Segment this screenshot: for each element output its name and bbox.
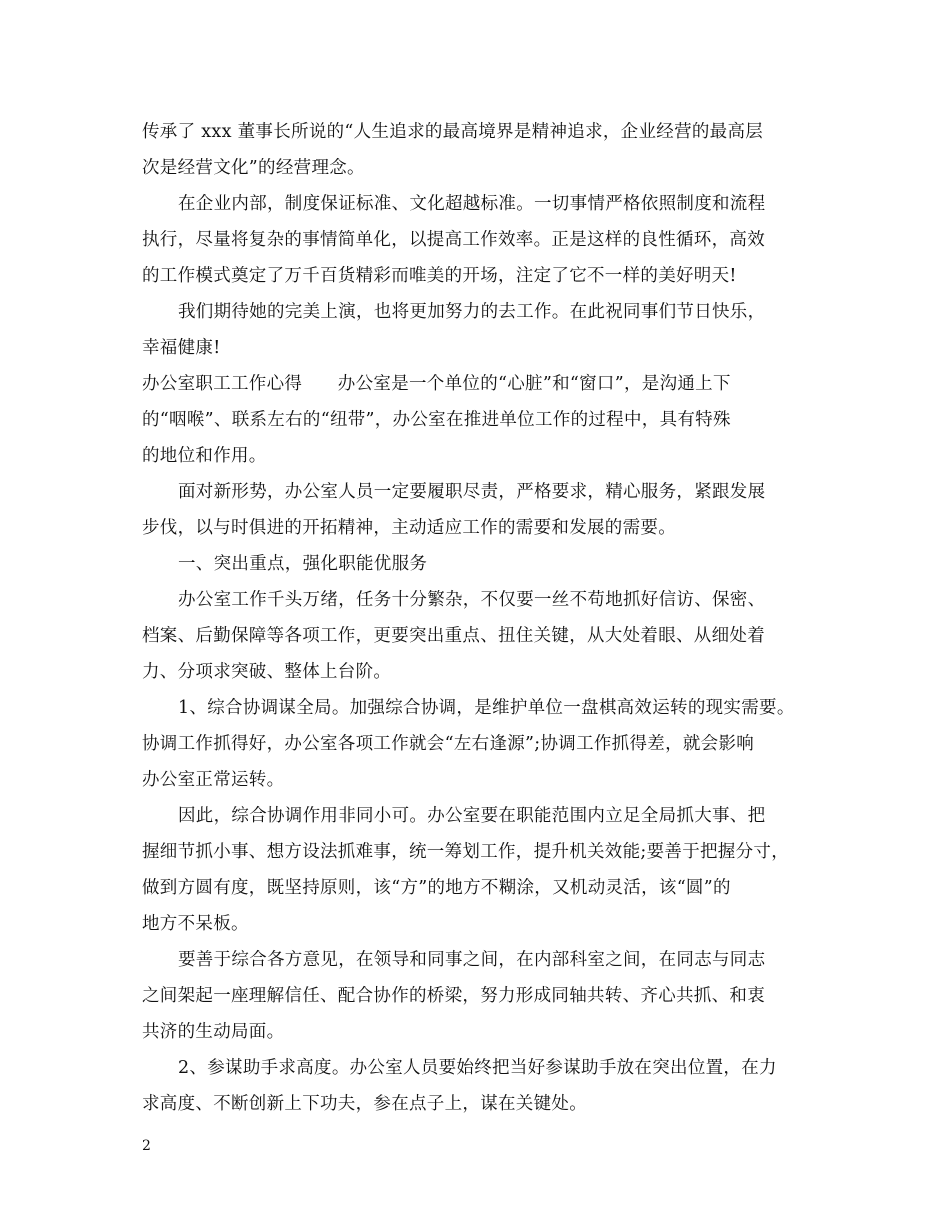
text-line: 1、综合协调谋全局。加强综合协调，是维护单位一盘棋高效运转的现实需要。 [178, 698, 795, 718]
text-line: 步伐，以与时俱进的开拓精神，主动适应工作的需要和发展的需要。 [142, 518, 676, 538]
text-line: 次是经营文化”的经营理念。 [142, 158, 365, 178]
page-number: 2 [142, 1138, 151, 1154]
text-line: 因此，综合协调作用非同小可。办公室要在职能范围内立足全局抓大事、把 [178, 806, 766, 826]
text-line: 传承了 xxx 董事长所说的“人生追求的最高境界是精神追求，企业经营的最高层 [142, 122, 764, 142]
text-line: 档案、后勤保障等各项工作，更要突出重点、扭住关键，从大处着眼、从细处着 [142, 626, 765, 646]
text-line: 幸福健康! [142, 338, 221, 358]
text-line: 2、参谋助手求高度。办公室人员要始终把当好参谋助手放在突出位置，在力 [178, 1058, 777, 1078]
text-line: 做到方圆有度，既坚持原则，该“方”的地方不糊涂，又机动灵活，该“圆”的 [142, 878, 731, 898]
text-line: 办公室正常运转。 [142, 770, 285, 790]
text-line: 协调工作抓得好，办公室各项工作就会“左右逢源”;协调工作抓得差，就会影响 [142, 734, 755, 754]
text-line: 我们期待她的完美上演，也将更加努力的去工作。在此祝同事们节日快乐， [178, 302, 766, 322]
text-line: 握细节抓小事、想方设法抓难事，统一筹划工作，提升机关效能;要善于把握分寸， [142, 842, 789, 862]
text-line: 之间架起一座理解信任、配合协作的桥梁，努力形成同轴共转、齐心共抓、和衷 [142, 986, 765, 1006]
text-line: 办公室工作千头万绪，任务十分繁杂，不仅要一丝不苟地抓好信访、保密、 [178, 590, 766, 610]
text-line: 在企业内部，制度保证标准、文化超越标准。一切事情严格依照制度和流程 [178, 194, 766, 214]
text-line: 一、突出重点，强化职能优服务 [178, 554, 428, 574]
text-line: 办公室职工工作心得 办公室是一个单位的“心脏”和“窗口”，是沟通上下 [142, 374, 731, 394]
text-line: 面对新形势，办公室人员一定要履职尽责，严格要求，精心服务，紧跟发展 [178, 482, 766, 502]
text-line: 的地位和作用。 [142, 446, 267, 466]
text-line: 的工作模式奠定了万千百货精彩而唯美的开场，注定了它不一样的美好明天! [142, 266, 737, 286]
text-line: 要善于综合各方意见，在领导和同事之间，在内部科室之间，在同志与同志 [178, 950, 766, 970]
document-body [142, 114, 814, 1122]
text-line: 的“咽喉”、联系左右的“纽带”，办公室在推进单位工作的过程中，具有特殊 [142, 410, 731, 430]
text-line: 力、分项求突破、整体上台阶。 [142, 662, 392, 682]
text-line: 地方不呆板。 [142, 914, 249, 934]
text-line: 共济的生动局面。 [142, 1022, 285, 1042]
text-line: 执行，尽量将复杂的事情简单化，以提高工作效率。正是这样的良性循环，高效 [142, 230, 765, 250]
text-line: 求高度、不断创新上下功夫，参在点子上，谋在关键处。 [142, 1094, 587, 1114]
